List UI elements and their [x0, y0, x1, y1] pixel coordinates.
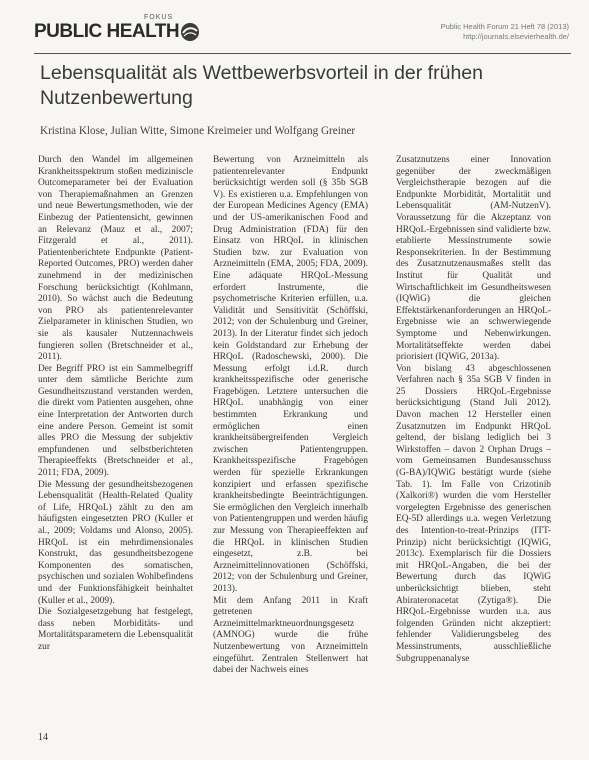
- paragraph: Die Sozialgesetzgebung hat festgelegt, dass neben Morbiditäts- und Mortalitätsparametern die Lebensqualität zur: [38, 607, 193, 652]
- logo-kicker: FOKUS: [144, 14, 174, 21]
- paragraph: Bewertung von Arzneimitteln als patientenrelevanter Endpunkt berücksichtigt werden soll (§ 35b SGB V). Es existieren u.a. Empfehlungen von der European Medicines Agency (EMA) und der US-amerikanischen Food and Drug Administration (FDA) für den Einsatz von HRQoL in klinischen Studien bzw. zur Evaluation von Arzneimitteln (EMA, 2005; FDA, 2009). Eine adäquate HRQoL-Messung erfordert Instrumente, die psychometrische Kriterien erfüllen, u.a. Validität und Sensitivität (Schöffski, 2012; von der Schulenburg und Greiner, 2013). In der Literatur findet sich jedoch kein Goldstandard zur Erhebung der HRQoL (Radoschewski, 2000). Die Messung erfolgt i.d.R. durch krankheitsspezifische oder generische Fragebögen. Letztere untersuchen die HRQoL unabhängig von einer bestimmten Erkrankung und ermöglichen einen krankheitsübergreifenden Vergleich zwischen Patientengruppen. Krankheitsspezifische Fragebögen werden für spezielle Erkrankungen konzipiert und erfassen spezifische krankheitsbedingte Beeinträchtigungen. Sie ermöglichen den Vergleich innerhalb von Patientengruppen und werden häufig zur Messung von Therapieeffekten auf die HRQoL in klinischen Studien eingesetzt, z.B. bei Arzneimittelinnovationen (Schöffski, 2012; von der Schulenburg und Greiner, 2013).: [213, 155, 368, 594]
- paragraph: Mit dem Anfang 2011 in Kraft getretenen Arzneimittelmarktneuordnungsgesetz (AMNOG) wurde die frühe Nutzenbewertung von Arzneimitteln eingeführt. Zentralen Stellenwert hat dabei der Nachweis eines: [213, 595, 368, 676]
- page-number: 14: [38, 732, 48, 743]
- journal-logo: [34, 14, 204, 54]
- text-column-1: [38, 155, 193, 654]
- paragraph: Von bislang 43 abgeschlossenen Verfahren nach § 35a SGB V finden in 25 Dossiers HRQoL-Ergebnisse berücksichtigung (Stand Juli 2012). Davon machen 12 Hersteller einen Zusatznutzen im Endpunkt HRQoL geltend, der bislang lediglich bei 3 Wirkstoffen – davon 2 Orphan Drugs – vom Gemeinsamen Bundesausschuss (G-BA)/IQWiG bestätigt wurde (siehe Tab. 1). Im Falle von Crizotinib (Xalkori®) wurden die vom Hersteller vorgelegten Ergebnisse des generischen EQ-5D allerdings u.a. wegen Verletzung des Intention-to-treat-Prinzips (ITT-Prinzip) nicht berücksichtigt (IQWiG, 2013c). Exemplarisch für die Dossiers mit HRQoL-Angaben, die bei der Bewertung durch das IQWiG unberücksichtigt blieben, steht Abirateronacetat (Zytiga®). Die HRQoL-Ergebnisse wurden u.a. aus folgenden Gründen nicht akzeptiert: fehlender Validierungsbeleg des Messinstruments, ausschließliche Subgruppenanalyse: [396, 363, 551, 664]
- journal-url-line: http://journals.elsevierhealth.de/: [463, 32, 569, 41]
- globe-icon: [180, 22, 200, 42]
- paragraph: Zusatznutzens einer Innovation gegenüber der zweckmäßigen Vergleichstherapie bezogen auf die Endpunkte Morbidität, Mortalität und Lebensqualität (AM-NutzenV). Voraussetzung für die Akzeptanz von HRQoL-Ergebnissen sind validierte bzw. etablierte Messinstrumente sowie Responsekriterien. In der Bestimmung des Zusatznutzenausmaßes stellt das Institut für Qualität und Wirtschaftlichkeit im Gesundheitswesen (IQWiG) die gleichen Effektstärkenanforderungen an HRQoL-Ergebnisse wie an schwerwiegende Symptome und Nebenwirkungen. Mortalitätseffekte werden dabei priorisiert (IQWiG, 2013a).: [396, 155, 551, 363]
- text-column-2: [213, 155, 368, 677]
- text-column-3: [396, 155, 551, 665]
- paragraph: Durch den Wandel im allgemeinen Krankheitsspektrum stoßen mediziniscle Outcomeparameter bei der Evaluation von Therapiemaßnahmen an Grenzen und neue Bewertungsmethoden, wie der Einbezug der Patientensicht, gewinnen an Relevanz (Mauz et al., 2007; Fitzgerald et al., 2011). Patientenberichtete Endpunkte (Patient-Reported Outcomes, PRO) werden daher zunehmend in der medizinischen Forschung berücksichtigt (Kohlmann, 2010). So wächst auch die Bedeutung von PRO als patientenrelevanter Zielparameter in klinischen Studien, wo sie als kausaler Nutzennachweis fungieren sollen (Bretschneider et al., 2011).: [38, 155, 193, 363]
- header-divider: [34, 53, 571, 54]
- article-authors: Kristina Klose, Julian Witte, Simone Kreimeier und Wolfgang Greiner: [40, 125, 356, 137]
- journal-citation-line: Public Health Forum 21 Heft 78 (2013): [440, 22, 569, 31]
- journal-citation: [369, 22, 569, 42]
- article-title: Lebensqualität als Wettbewerbsvorteil in der frühen Nutzenbewertung: [40, 62, 483, 109]
- paragraph: Die Messung der gesundheitsbezogenen Lebensqualität (Health-Related Quality of Life, HRQoL) zählt zu den am häufigsten eingesetzten PRO (Kuller et al., 2009; Voldams und Alonso, 2005). HRQoL ist ein mehrdimensionales Konstrukt, das gesundheitsbezogene Komponenten des somatischen, psychischen und sozialen Wohlbefindens und der Funktionsfähigkeit beinhaltet (Kuller et al., 2009).: [38, 479, 193, 606]
- logo-text: PUBLIC HEALTH: [34, 21, 180, 42]
- paragraph: Der Begriff PRO ist ein Sammelbegriff unter dem sämtliche Berichte zum Gesundheitszustand verstanden werden, die direkt vom Patienten ausgehen, ohne eine Interpretation der Antworten durch eine andere Person. Gemeint ist somit alles PRO die Messung der subjektiv empfundenen und selbstberichteten Therapieeffekts (Bretschneider et al., 2011; FDA, 2009).: [38, 363, 193, 479]
